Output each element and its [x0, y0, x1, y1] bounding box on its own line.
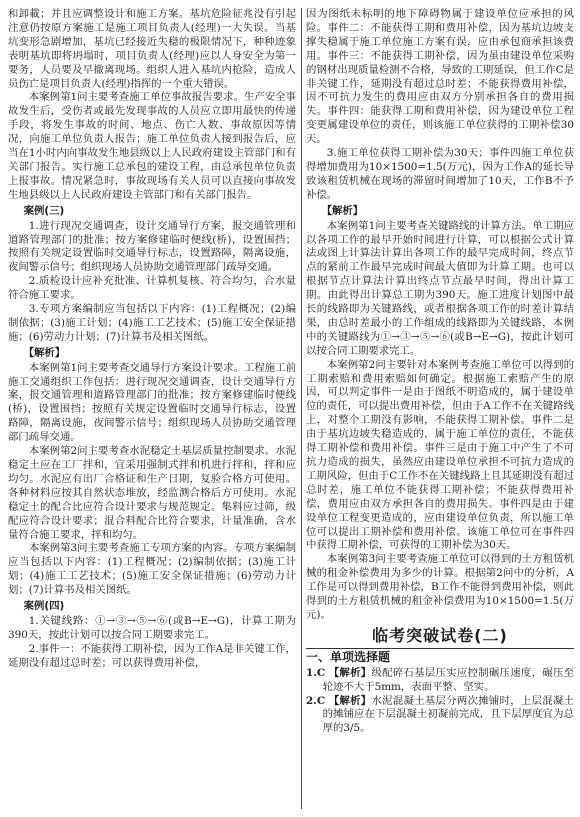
question-number: 2.C — [306, 694, 326, 707]
answer-item: 1.关键线路：①→③→⑤→⑥(或B→E→G)，计算工期为390天，按此计划可以按合同工期要求完工。 — [8, 614, 296, 641]
answer-item: 3.施工单位获得工期补偿为30天；事件四施工单位获得增加费用为10×1500=1.5(万元)，因为工作A的延长导致该租赁机械在现场的滞留时间增加了10天，工作B不予补偿。 — [306, 147, 574, 201]
question-answer — [306, 667, 574, 695]
answer-item: 1.进行现况交通调查，设计交通导行方案，报交通管理和道路管理部门的批准；按方案修建临时便线(桥)，设置围挡；按照有关规定设置临时交通导行标志，设置路障，隔离设施，夜间警示信号；组织现场人员协助交通管理部门疏导交通。 — [8, 219, 296, 274]
analysis-paragraph: 本案例第2问主要考查水泥稳定土基层质量控制要求。水泥稳定土应在工厂拌和，宜采用强制式拌和机进行拌和，拌和应均匀。水泥应有出厂合格证和生产日期，复验合格方可使用。各种材料应按其自然状态堆放，经监测合格后方可使用。水泥稳定土的配合比应符合设计要求与规范规定。集料应过筛，级配应符合设计要求；混合料配合比符合要求，计量准确，含水量符合施工要求，拌和均匀。 — [8, 445, 296, 541]
analysis-paragraph: 本案例第1问主要考查关键路线的计算方法。单工期应以各项工作的最早开始时间进行计算，可以根据公式计算法或图上计算法计算出各项工作的最早完成时间，终点节点的紧前工作最早完成时间最大值即为计算工期。也可以根据节点计算法计算出终点节点最早时间，得出计算工期。由此得出计算总工期为390天。施工进度计划图中最长的线路即为关键路线，或者根据各项工作的时差计算结果，由总时差最小的工作组成的线路即为关键线路，本例中的关键路线为①→③→⑤→⑥(或B→E→G)，按此计划可以按合同工期要求完工。 — [306, 219, 574, 357]
answer-item: 3.专项方案编制应当包括以下内容：(1)工程概况；(2)编制依据；(3)施工计划；(4)施工工艺技术；(5)施工安全保证措施；(6)劳动力计划；(7)计算书及相关图纸。 — [8, 303, 296, 343]
analysis-paragraph: 本案例第3问主要考查施工专项方案的内容。专项方案编制应当包括以下内容：(1)工程概况；(2)编制依据；(3)施工计划；(4)施工工艺技术；(5)施工安全保证措施；(6)劳动力计划；(7)计算书及相关图纸。 — [8, 542, 296, 597]
column-divider — [301, 8, 302, 809]
paragraph: 因为图纸未标明的地下障碍物属于建设单位应承担的风险。事件二：不能获得工期和费用补偿，因为基坑边坡支撑失稳属于施工单位施工方案有误，应由承包商承担该费用。事件三：不能获得工期补偿，因为虽由建设单位采购的钢材出现质量检测不合格，导致的工期延误，但工作C是非关键工作，延期没有超过总时差；不能获得费用补偿，因不可抗力发生的费用应由双方分别承担各自的费用损失。事件四：能获得工期和费用补偿，因为建设单位工程变更属建设单位的责任，则该施工单位获得的工期补偿30天。 — [306, 8, 574, 146]
analysis-paragraph: 本案例第3问主要考查施工单位可以得到的土方租赁机械的租金补偿费用为多少的计算。根据第2问中的分析，A工作是可以得到费用补偿，B工作不能得到费用补偿，则此得到的土方租赁机械的租金补偿费用为10×1500=1.5(万元)。 — [306, 553, 574, 621]
exam-title-block — [306, 625, 574, 646]
analysis-paragraph: 本案例第1问主要考查交通导行方案设计要求。工程施工前施工交通组织工作包括：进行现况交通调查，设计交通导行方案，报交通管理和道路管理部门的批准；按方案修建临时便线(桥)，设置围挡；按照有关规定设置临时交通导行标志，设置路障，隔离设施，夜间警示信号；组织现场人员协助交通管理部门疏导交通。 — [8, 361, 296, 444]
paragraph: 和卸載；并且应调整设计和施工方案。基坑危险征兆没有引起注意仍按原方案施工是施工项目负责人(经理)一大失误。当基坑变形急剧增加，基坑已经接近失稳的极限情况下，种种迹象表明基坑即将坍塌时，项目负责人(经理)应以人身安全为第一要务，人员要及早撤离现场。组织人进入基坑内抢险，造成人员伤亡是项目负责人(经理)指挥的一个重大错误。 — [8, 8, 296, 90]
answer-text: 级配碎石基层压实应控制碾压速度，碾压至轮迹不大于5mm，表面平整、坚实。 — [322, 666, 575, 693]
question-answer — [306, 695, 574, 737]
analysis-heading: 【解析】 — [23, 346, 66, 359]
case-heading: 案例(三) — [23, 204, 65, 217]
question-number: 1.C — [306, 666, 326, 679]
answer-item: 2.质检设计应补充批准、计算机复核、符合均匀，合水量符合施工要求。 — [8, 275, 296, 302]
case-heading: 案例(四) — [23, 600, 65, 613]
exam-title: 临考突破试卷(二) — [372, 625, 508, 645]
analysis-paragraph: 本案例第2问主要针对本案例考查施工单位可以得到的工期索赔和费用索赔如何确定。根据施工索赔产生的原因，可以判定事件一是由于图纸不明造成的，属于建设单位的责任，可以提出费用补偿，但由于A工作不在关键路线上，对整个工期没有影响，不能获得工期补偿。事件二是由于基坑边坡失稳造成的，属于施工单位的责任，不能获得工期补偿和费用补偿。事件三是由于施工中产生了不可抗力造成的损失，虽然应由建设单位承担不可抗力造成的工期风险，但由于C工作不在关键线路上且其延期没有超过总时差，施工单位不能获得工期补偿；不能获得费用补偿，费用应由双方承担各自的费用损失。事件四是由于建设单位工程变更造成的，应由建设单位负责，所以施工单位可以提出工期补偿和费用补偿。该施工单位可在事件四中获得工期补偿，可获得的工期补偿为30天。 — [306, 358, 574, 552]
answer-text: 水泥混凝土基层分两次摊铺时，上层混凝土的摊铺应在下层混凝土初凝前完成，且下层厚度宜为总厚的3/5。 — [322, 694, 575, 735]
right-column — [306, 8, 574, 736]
analysis-tag: 【解析】 — [328, 694, 372, 707]
left-column — [8, 8, 296, 671]
paragraph: 本案例第1问主要考查施工单位事故报告要求。生产安全事故发生后，受伤者或最先发现事故的人员应立即用最快的传递手段，将发生事故的时间、地点、伤亡人数、事故原因等情况，向施工单位负责人报告；施工单位负责人接到报告后，应当在1小时内向事故发生地县级以上人民政府建设主管部门和有关部门报告。实行施工总承包的建设工程，由总承包单位负责上报事故。情况紧急时，事故现场有关人员可以直接向事故发生地县级以上人民政府建设主管部门和有关部门报告。 — [8, 91, 296, 201]
answer-item: 2.事件一：不能获得工期补偿，因为工作A是非关键工作，延期没有超过总时差；可以获得费用补偿， — [8, 642, 296, 669]
section-title: 一、单项选择题 — [306, 649, 391, 664]
analysis-tag: 【解析】 — [328, 666, 372, 679]
title-rule — [306, 648, 574, 649]
analysis-heading: 【解析】 — [321, 204, 364, 217]
